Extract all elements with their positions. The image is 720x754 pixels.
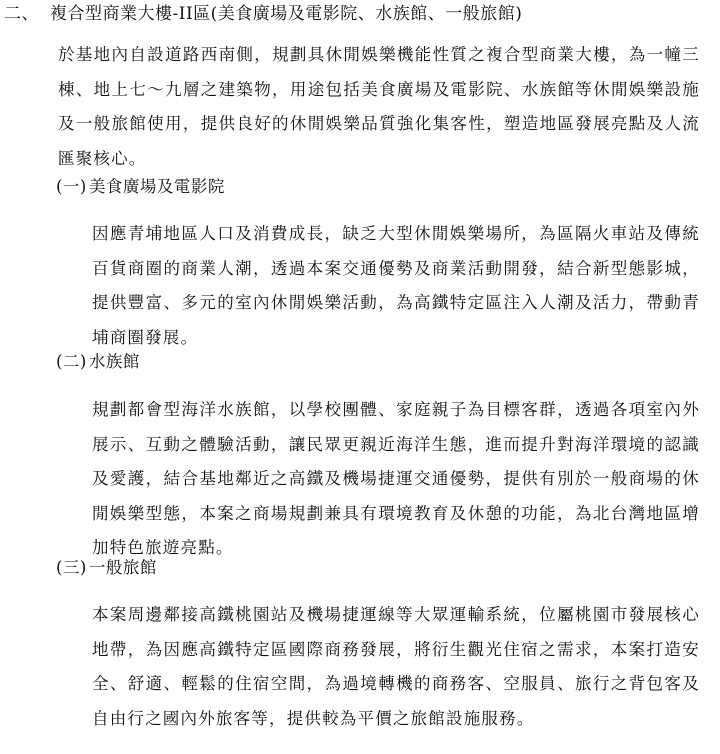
subsection-heading-aquarium xyxy=(56,350,140,374)
subsection-title: 一般旅館 xyxy=(88,558,157,577)
section-number: 二、 xyxy=(4,4,39,24)
subsection-heading-food-court-cinema xyxy=(56,175,225,199)
subsection-title: 水族館 xyxy=(88,352,140,371)
section-title: 複合型商業大樓-II區(美食廣場及電影院、水族館、一般旅館) xyxy=(50,4,523,24)
subsection-body-hotel: 本案周邊鄰接高鐵桃園站及機場捷運線等大眾運輸系統，位屬桃園市發展核心地帶，為因應高鐵特定區國際商務發展，將衍生觀光住宿之需求，本案打造安全、舒適、輕鬆的住宿空間，為過境轉機的商務客、空服員、旅行之背包客及自由行之國內外旅客等，提供較為平價之旅館設施服務。 xyxy=(92,605,700,728)
intro-paragraph: 於基地內自設道路西南側，規劃具休閒娛樂機能性質之複合型商業大樓，為一幢三棟、地上七～九層之建築物，用途包括美食廣場及電影院、水族館等休閒娛樂設施及一般旅館使用，提供良好的休閒娛樂品質強化集客性，塑造地區發展亮點及人流匯聚核心。 xyxy=(58,45,700,168)
subsection-number: (一) xyxy=(56,177,87,196)
subsection-number: (二) xyxy=(56,352,87,371)
subsection-heading-hotel xyxy=(56,556,157,580)
section-heading xyxy=(4,2,522,26)
subsection-body-food-court-cinema: 因應青埔地區人口及消費成長，缺乏大型休閒娛樂場所，為區隔火車站及傳統百貨商圈的商業人潮，透過本案交通優勢及商業活動開發，結合新型態影城，提供豐富、多元的室內休閒娛樂活動，為高鐵特定區注入人潮及活力，帶動青埔商圈發展。 xyxy=(92,224,700,347)
subsection-number: (三) xyxy=(56,558,87,577)
subsection-body-aquarium: 規劃都會型海洋水族館，以學校團體、家庭親子為目標客群，透過各項室內外展示、互動之體驗活動，讓民眾更親近海洋生態，進而提升對海洋環境的認識及愛護，結合基地鄰近之高鐵及機場捷運交通優勢，提供有別於一般商場的休閒娛樂型態，本案之商場規劃兼具有環境教育及休憩的功能，為北台灣地區增加特色旅遊亮點。 xyxy=(92,400,700,557)
subsection-title: 美食廣場及電影院 xyxy=(88,177,225,196)
